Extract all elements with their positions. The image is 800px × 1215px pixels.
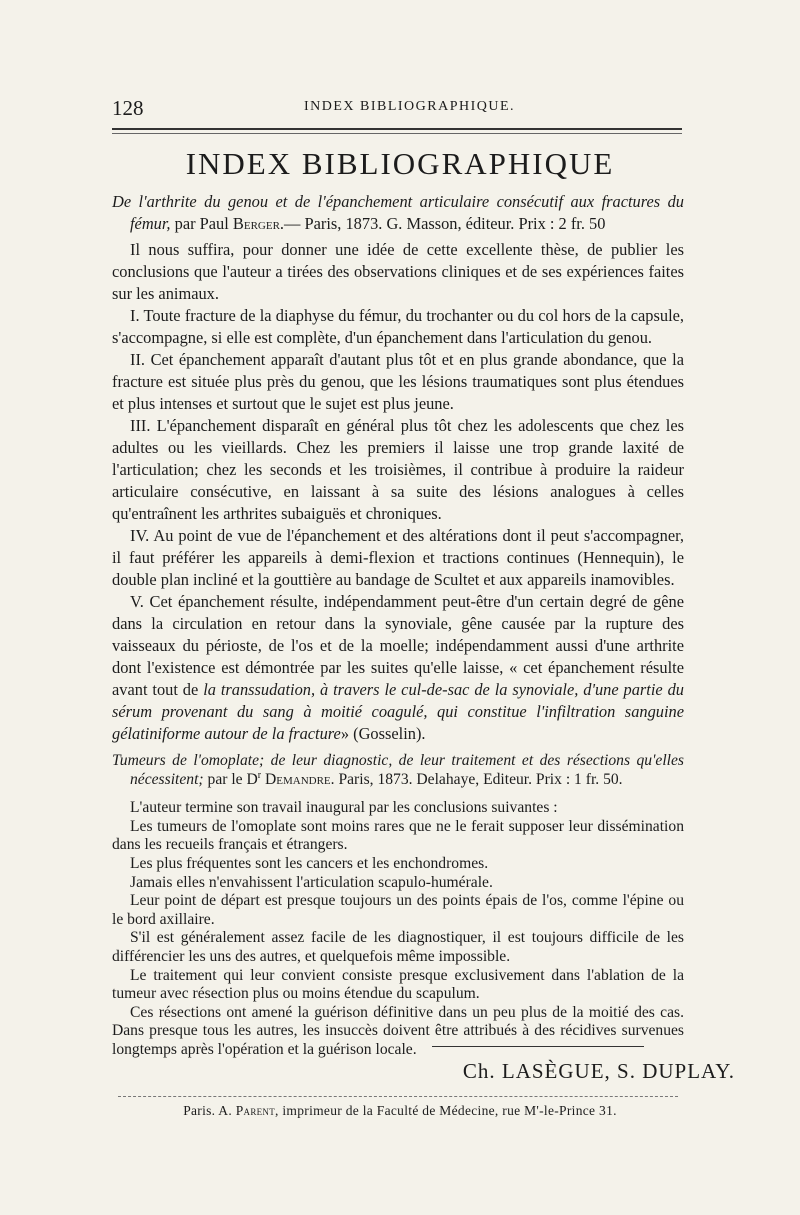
signature: Ch. LASÈGUE, S. DUPLAY.: [462, 1059, 735, 1083]
author-prefix: par le D: [207, 770, 258, 788]
conclusion-4: Leur point de départ est presque toujours un des points épais de l'os, comme l'épine ou le bord axillaire.: [112, 892, 684, 928]
header-rule-thin: [112, 133, 682, 134]
entry-arthrite-genou: [112, 191, 684, 745]
publication-info: .— Paris, 1873. G. Masson, éditeur. Prix : 2 fr. 50: [279, 214, 606, 233]
imprint: [0, 1103, 800, 1119]
author-prefix: par Paul: [174, 214, 229, 233]
conclusion-2: Les plus fréquentes sont les cancers et les enchondromes.: [130, 854, 489, 872]
conclusion-1: I. Toute fracture de la diaphyse du fémur, du trochanter ou du col hors de la capsule, s'accompagne, si elle est complète, d'un épanchement dans l'articulation du genou.: [112, 306, 684, 347]
conclusion-5-quote: la transsudation, à travers le cul-de-sac de la synoviale, d'une partie du sérum provenant du sang à moitié coagulé, qui constitue l'infiltration sanguine gélatiniforme autour de la fracture: [112, 680, 684, 743]
conclusion-5: S'il est généralement assez facile de les diagnostiquer, il est toujours difficile de les différencier les uns des autres, et quelquefois même impossible.: [112, 929, 684, 965]
conclusion-5-text: V. Cet épanchement résulte, indépendamment peut-être d'un certain degré de gêne dans la circulation en retour dans la synoviale, gêne causée par la rupture des vaisseaux du périoste, de l'os et de la moelle; indépendamment aussi d'une arthrite dont l'existence est démontrée par les suites qu'elle laisse, « cet épanchement résulte avant tout de: [112, 592, 684, 699]
entry-title: Tumeurs de l'omoplate; de leur diagnostic, de leur traitement et des résections qu'elles nécessitent;: [112, 752, 684, 788]
conclusion-5: [112, 591, 684, 745]
main-title: INDEX BIBLIOGRAPHIQUE: [185, 146, 615, 181]
paragraph-intro: L'auteur termine son travail inaugural par les conclusions suivantes :: [130, 799, 558, 817]
entry-title: De l'arthrite du genou et de l'épanchement articulaire consécutif aux fractures du fémur,: [112, 192, 684, 233]
running-head: [112, 96, 677, 120]
entry-citation: [112, 191, 684, 235]
conclusion-1: Les tumeurs de l'omoplate sont moins rares que ne le ferait supposer leur dissémination dans les recueils français et étrangers.: [112, 817, 684, 854]
publication-info: . Paris, 1873. Delahaye, Editeur. Prix : 1 fr. 50.: [330, 770, 623, 788]
imprint-printer: Parent: [235, 1103, 276, 1118]
author-prefix-sup: r: [257, 769, 262, 781]
conclusion-3: III. L'épanchement disparaît en général plus tôt chez les adolescents que chez les adultes ou les vieillards. Chez les premiers il laisse une trop grande laxité de l'articulation; chez les seconds et les troisièmes, il contribue à produire la raideur articulaire consécutive, en laissant à sa suite des lésions analogues à celles qu'entraînent les arthrites subaiguës et chroniques.: [112, 416, 684, 523]
imprint-rest: , imprimeur de la Faculté de Médecine, rue M'-le-Prince 31.: [275, 1103, 617, 1118]
entry-tumeurs-omoplate: [112, 752, 684, 1060]
conclusion-7: Ces résections ont amené la guérison définitive dans un peu plus de la moitié des cas. Dans presque tous les autres, les insuccès doivent être attribués à des récidives survenues longtemps après l'opération et la guérison locale.: [112, 1003, 684, 1058]
conclusion-2: II. Cet épanchement apparaît d'autant plus tôt et en plus grande abondance, que la fracture est située plus près du genou, que les lésions traumatiques sont plus étendues et plus intenses et surtout que le sujet est plus jeune.: [112, 350, 684, 413]
conclusion-4: IV. Au point de vue de l'épanchement et des altérations dont il peut s'accompagner, il faut préférer les appareils à demi-flexion et tractions continues (Hennequin), le double plan incliné et la gouttière au bandage de Scultet et aux appareils inamovibles.: [112, 526, 684, 589]
page-number: 128: [112, 96, 144, 120]
author-name: Berger: [232, 214, 280, 233]
conclusion-5-end: » (Gosselin).: [340, 724, 426, 743]
conclusion-3: Jamais elles n'envahissent l'articulation scapulo-humérale.: [130, 873, 493, 891]
header-rule: [112, 128, 682, 130]
entry-citation: [112, 752, 684, 789]
imprint-rule: [118, 1096, 678, 1097]
author-name: Demandre: [265, 770, 331, 788]
imprint-prefix: Paris. A.: [183, 1103, 233, 1118]
paragraph-intro: Il nous suffira, pour donner une idée de cette excellente thèse, de publier les conclusions que l'auteur a tirées des observations cliniques et de ses expériences faites sur les animaux.: [112, 240, 684, 303]
signature-rule: [432, 1046, 644, 1047]
running-title: INDEX BIBLIOGRAPHIQUE.: [303, 99, 516, 114]
conclusion-6: Le traitement qui leur convient consiste presque exclusivement dans l'ablation de la tumeur avec résection plus ou moins étendue du scapulum.: [112, 966, 684, 1003]
